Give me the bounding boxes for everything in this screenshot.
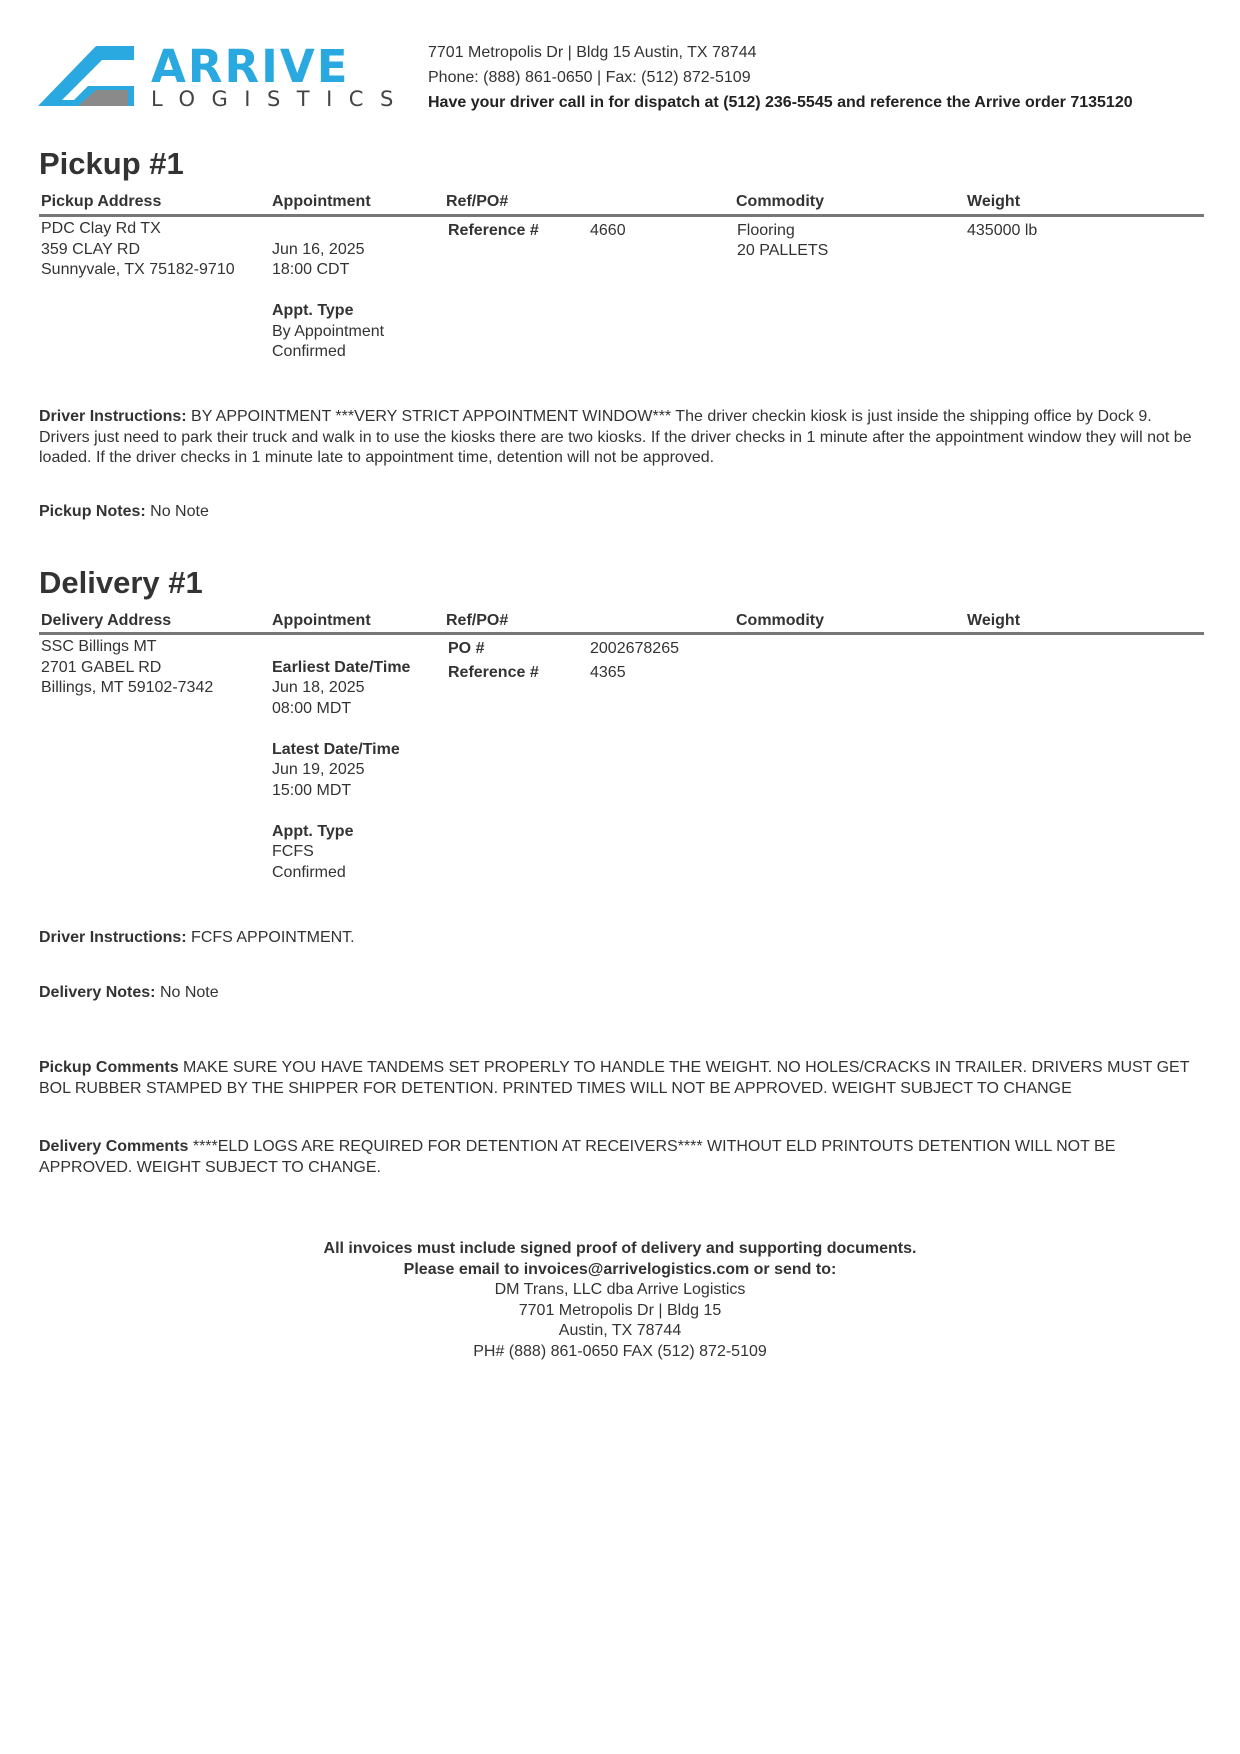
delivery-po-value: 2002678265 bbox=[590, 640, 679, 657]
pickup-comments-text: MAKE SURE YOU HAVE TANDEMS SET PROPERLY TO HANDLE THE WEIGHT. NO HOLES/CRACKS IN TRAILER. DRIVERS MUST GET BOL RUBBER STAMPED BY THE SHIPPER FOR DETENTION. PRINTED TIMES WILL NOT BE APPROVED. WEIGHT SUBJECT TO CHANGE bbox=[39, 1059, 1190, 1097]
pickup-notes-text: No Note bbox=[150, 503, 209, 520]
pickup-title: Pickup #1 bbox=[39, 146, 184, 181]
pickup-appointment-header: Appointment bbox=[272, 193, 371, 210]
footer-invoice-requirement: All invoices must include signed proof of delivery and supporting documents. bbox=[323, 1240, 917, 1257]
footer-address-street: 7701 Metropolis Dr | Bldg 15 bbox=[518, 1301, 722, 1319]
pickup-weight: 435000 lb bbox=[967, 222, 1038, 239]
delivery-latest-date: Jun 19, 2025 bbox=[272, 761, 365, 778]
delivery-ref-label: Reference # bbox=[448, 664, 539, 681]
delivery-earliest-label: Earliest Date/Time bbox=[272, 659, 411, 676]
delivery-driver-instructions bbox=[39, 928, 1204, 949]
pickup-comments bbox=[39, 1058, 1204, 1099]
company-address: 7701 Metropolis Dr | Bldg 15 Austin, TX 78744 bbox=[428, 44, 757, 61]
dispatch-instructions: Have your driver call in for dispatch at (512) 236-5545 and reference the Arrive order 7135120 bbox=[428, 94, 1133, 111]
pickup-ref-header: Ref/PO# bbox=[446, 193, 509, 210]
company-phone: Phone: (888) 861-0650 | Fax: (512) 872-5109 bbox=[428, 69, 751, 86]
delivery-latest-label: Latest Date/Time bbox=[272, 741, 400, 758]
pickup-appt-type: By Appointment bbox=[272, 323, 385, 340]
delivery-earliest-time: 08:00 MDT bbox=[272, 700, 352, 717]
delivery-address-line-1: SSC Billings MT bbox=[41, 638, 157, 655]
pickup-ref-label: Reference # bbox=[448, 222, 539, 239]
footer-email-instruction: Please email to invoices@arrivelogistics.com or send to: bbox=[403, 1260, 837, 1278]
delivery-ref-value: 4365 bbox=[590, 664, 626, 681]
delivery-address-line-3: Billings, MT 59102-7342 bbox=[41, 679, 214, 696]
delivery-appt-type: FCFS bbox=[272, 843, 314, 860]
pickup-address-line-1: PDC Clay Rd TX bbox=[41, 220, 161, 237]
delivery-appt-type-label: Appt. Type bbox=[272, 823, 354, 840]
delivery-comments bbox=[39, 1137, 1204, 1178]
delivery-notes-label: Delivery Notes: bbox=[39, 984, 156, 1001]
invoice-footer bbox=[0, 1239, 1240, 1362]
logo-subtitle: LOGISTICS bbox=[151, 87, 410, 111]
pickup-driver-instructions bbox=[39, 407, 1204, 469]
delivery-weight-header: Weight bbox=[967, 612, 1021, 629]
pickup-ref-value: 4660 bbox=[590, 222, 626, 239]
pickup-notes bbox=[39, 502, 1204, 523]
delivery-title: Delivery #1 bbox=[39, 565, 203, 600]
logo-wordmark: ARRIVE bbox=[151, 40, 350, 93]
pickup-driver-instructions-label: Driver Instructions: bbox=[39, 408, 187, 425]
pickup-commodity-header: Commodity bbox=[736, 193, 824, 210]
delivery-ref-header: Ref/PO# bbox=[446, 612, 509, 629]
logo-arrow-mark-icon bbox=[38, 46, 138, 108]
pickup-appt-type-label: Appt. Type bbox=[272, 302, 354, 319]
pickup-address-line-3: Sunnyvale, TX 75182-9710 bbox=[41, 261, 235, 278]
delivery-po-label: PO # bbox=[448, 640, 485, 657]
pickup-appt-time: 18:00 CDT bbox=[272, 261, 350, 278]
delivery-appointment-header: Appointment bbox=[272, 612, 371, 629]
delivery-driver-instructions-text: FCFS APPOINTMENT. bbox=[191, 929, 355, 946]
pickup-commodity: Flooring bbox=[737, 222, 795, 239]
delivery-notes-text: No Note bbox=[159, 984, 219, 1001]
footer-company-name: DM Trans, LLC dba Arrive Logistics bbox=[494, 1281, 746, 1298]
footer-phone-fax: PH# (888) 861-0650 FAX (512) 872-5109 bbox=[473, 1342, 767, 1360]
delivery-header-divider bbox=[39, 632, 1204, 635]
delivery-comments-label: Delivery Comments bbox=[39, 1138, 189, 1155]
delivery-driver-instructions-label: Driver Instructions: bbox=[39, 929, 187, 946]
delivery-latest-time: 15:00 MDT bbox=[272, 782, 352, 799]
delivery-earliest-date: Jun 18, 2025 bbox=[272, 679, 365, 696]
pickup-commodity-qty: 20 PALLETS bbox=[737, 242, 829, 259]
pickup-notes-label: Pickup Notes: bbox=[39, 503, 146, 520]
delivery-address-header: Delivery Address bbox=[41, 612, 172, 629]
pickup-appt-date: Jun 16, 2025 bbox=[272, 241, 365, 258]
arrive-logistics-logo bbox=[38, 40, 410, 111]
footer-address-city: Austin, TX 78744 bbox=[558, 1322, 682, 1339]
pickup-header-divider bbox=[39, 214, 1204, 217]
pickup-weight-header: Weight bbox=[967, 193, 1021, 210]
delivery-comments-text: ****ELD LOGS ARE REQUIRED FOR DETENTION AT RECEIVERS**** WITHOUT ELD PRINTOUTS DETENTION WILL NOT BE APPROVED. WEIGHT SUBJECT TO CHANGE. bbox=[39, 1138, 1116, 1176]
delivery-appt-status: Confirmed bbox=[272, 864, 346, 881]
pickup-address-header: Pickup Address bbox=[41, 193, 162, 210]
pickup-address-line-2: 359 CLAY RD bbox=[41, 241, 141, 258]
delivery-address-line-2: 2701 GABEL RD bbox=[41, 659, 162, 676]
pickup-driver-instructions-text: BY APPOINTMENT ***VERY STRICT APPOINTMENT WINDOW*** The driver checkin kiosk is just inside the shipping office by Dock 9. Drivers just need to park their truck and walk in to use the kiosks there are two kiosks. If the driver checks in 1 minute after the appointment window they will not be loaded. If the driver checks in 1 minute late to appointment time, detention will not be approved. bbox=[39, 408, 1192, 466]
delivery-commodity-header: Commodity bbox=[736, 612, 824, 629]
pickup-appt-status: Confirmed bbox=[272, 343, 346, 360]
pickup-comments-label: Pickup Comments bbox=[39, 1059, 179, 1076]
company-contact-block bbox=[428, 40, 1133, 115]
delivery-notes bbox=[39, 983, 1204, 1004]
